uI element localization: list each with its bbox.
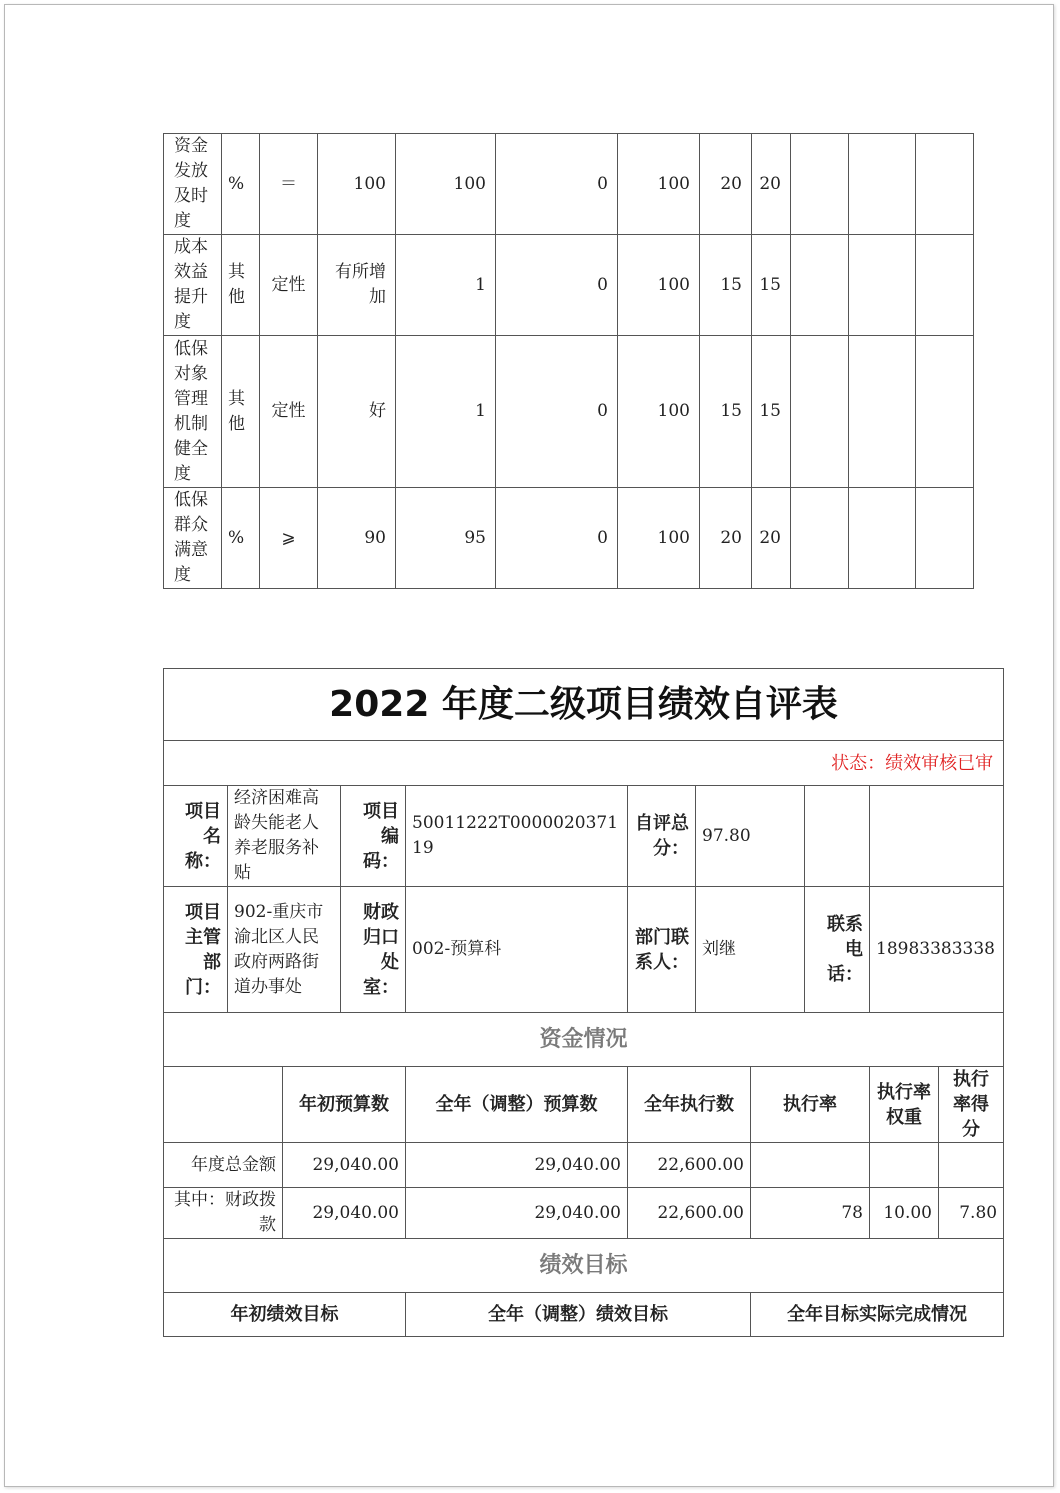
indicator-empty <box>849 134 916 235</box>
phone-value: 18983383338 <box>870 887 1004 1013</box>
rate-score-header: 执行率得分 <box>939 1067 1004 1143</box>
self-evaluation-form <box>163 668 1004 1337</box>
finance-office-label: 财政归口处室： <box>341 887 406 1013</box>
indicator-name: 成本效益提升度 <box>164 235 222 336</box>
indicator-target: 90 <box>318 488 396 589</box>
indicator-col7: 100 <box>618 235 700 336</box>
project-code-label: 项目编码： <box>341 786 406 887</box>
initial-budget-header: 年初预算数 <box>283 1067 406 1143</box>
empty-cell <box>870 786 1004 887</box>
indicator-target: 100 <box>318 134 396 235</box>
indicator-empty <box>916 134 974 235</box>
indicator-empty <box>916 235 974 336</box>
indicator-score: 15 <box>752 336 791 488</box>
indicator-operator: 定性 <box>260 336 318 488</box>
funds-header-row <box>164 1067 1004 1143</box>
indicator-unit: 其他 <box>222 235 260 336</box>
indicator-col6: 0 <box>496 134 618 235</box>
funds-executed: 22,600.00 <box>628 1188 751 1239</box>
executed-header: 全年执行数 <box>628 1067 751 1143</box>
empty-cell <box>805 786 870 887</box>
funds-score <box>939 1143 1004 1188</box>
indicator-score: 15 <box>752 235 791 336</box>
adjusted-goals-header: 全年（调整）绩效目标 <box>406 1293 751 1337</box>
contact-value: 刘继 <box>696 887 805 1013</box>
funds-rate <box>751 1143 870 1188</box>
adjusted-budget-header: 全年（调整）预算数 <box>406 1067 628 1143</box>
indicator-actual: 1 <box>396 336 496 488</box>
indicator-empty <box>849 336 916 488</box>
funds-section-row <box>164 1013 1004 1067</box>
goals-section-title: 绩效目标 <box>164 1239 1004 1293</box>
indicator-weight: 15 <box>700 235 752 336</box>
table-row <box>164 134 974 235</box>
table-row <box>164 1188 1004 1239</box>
funds-initial: 29,040.00 <box>283 1143 406 1188</box>
funds-executed: 22,600.00 <box>628 1143 751 1188</box>
indicator-col7: 100 <box>618 488 700 589</box>
empty-cell <box>164 1067 283 1143</box>
indicator-weight: 20 <box>700 134 752 235</box>
funds-row-label: 其中：财政拨款 <box>164 1188 283 1239</box>
indicator-name: 低保对象管理机制健全度 <box>164 336 222 488</box>
indicator-unit: % <box>222 134 260 235</box>
indicator-empty <box>849 488 916 589</box>
indicator-target: 有所增加 <box>318 235 396 336</box>
indicator-empty <box>849 235 916 336</box>
indicator-empty <box>791 134 849 235</box>
table-row <box>164 488 974 589</box>
indicator-empty <box>791 336 849 488</box>
project-code-value: 50011222T000002037119 <box>406 786 628 887</box>
indicator-col7: 100 <box>618 134 700 235</box>
indicator-table <box>163 133 974 589</box>
indicator-actual: 1 <box>396 235 496 336</box>
initial-goals-header: 年初绩效目标 <box>164 1293 406 1337</box>
indicator-col7: 100 <box>618 336 700 488</box>
dept-value: 902-重庆市渝北区人民政府两路街道办事处 <box>228 887 341 1013</box>
title-row <box>164 669 1004 741</box>
goals-section-row <box>164 1239 1004 1293</box>
project-name-label: 项目名称： <box>164 786 228 887</box>
indicator-empty <box>791 235 849 336</box>
contact-label: 部门联系人： <box>628 887 696 1013</box>
indicator-unit: % <box>222 488 260 589</box>
indicator-operator: 定性 <box>260 235 318 336</box>
indicator-name: 低保群众满意度 <box>164 488 222 589</box>
phone-label: 联系电话： <box>805 887 870 1013</box>
indicator-target: 好 <box>318 336 396 488</box>
project-name-value: 经济困难高龄失能老人养老服务补贴 <box>228 786 341 887</box>
funds-rate: 78 <box>751 1188 870 1239</box>
indicator-empty <box>916 488 974 589</box>
indicator-operator: ⩾ <box>260 488 318 589</box>
funds-initial: 29,040.00 <box>283 1188 406 1239</box>
finance-office-value: 002-预算科 <box>406 887 628 1013</box>
funds-score: 7.80 <box>939 1188 1004 1239</box>
indicator-score: 20 <box>752 134 791 235</box>
funds-adjusted: 29,040.00 <box>406 1188 628 1239</box>
funds-weight <box>870 1143 939 1188</box>
status-text: 状态：绩效审核已审 <box>164 741 1004 786</box>
indicator-actual: 100 <box>396 134 496 235</box>
funds-section-title: 资金情况 <box>164 1013 1004 1067</box>
goals-header-row <box>164 1293 1004 1337</box>
rate-header: 执行率 <box>751 1067 870 1143</box>
form-title: 2022 年度二级项目绩效自评表 <box>164 669 1004 741</box>
status-row <box>164 741 1004 786</box>
funds-row-label: 年度总金额 <box>164 1143 283 1188</box>
department-row <box>164 887 1004 1013</box>
self-score-value: 97.80 <box>696 786 805 887</box>
table-row <box>164 1143 1004 1188</box>
table-row <box>164 336 974 488</box>
indicator-col6: 0 <box>496 336 618 488</box>
indicator-col6: 0 <box>496 235 618 336</box>
indicator-empty <box>916 336 974 488</box>
indicator-name: 资金发放及时度 <box>164 134 222 235</box>
table-row <box>164 235 974 336</box>
indicator-score: 20 <box>752 488 791 589</box>
indicator-empty <box>791 488 849 589</box>
indicator-weight: 15 <box>700 336 752 488</box>
indicator-actual: 95 <box>396 488 496 589</box>
indicator-col6: 0 <box>496 488 618 589</box>
indicator-operator: ＝ <box>260 134 318 235</box>
actual-goals-header: 全年目标实际完成情况 <box>751 1293 1004 1337</box>
project-row <box>164 786 1004 887</box>
dept-label: 项目主管部门： <box>164 887 228 1013</box>
indicator-weight: 20 <box>700 488 752 589</box>
rate-weight-header: 执行率权重 <box>870 1067 939 1143</box>
self-score-label: 自评总分： <box>628 786 696 887</box>
indicator-unit: 其他 <box>222 336 260 488</box>
funds-weight: 10.00 <box>870 1188 939 1239</box>
funds-adjusted: 29,040.00 <box>406 1143 628 1188</box>
